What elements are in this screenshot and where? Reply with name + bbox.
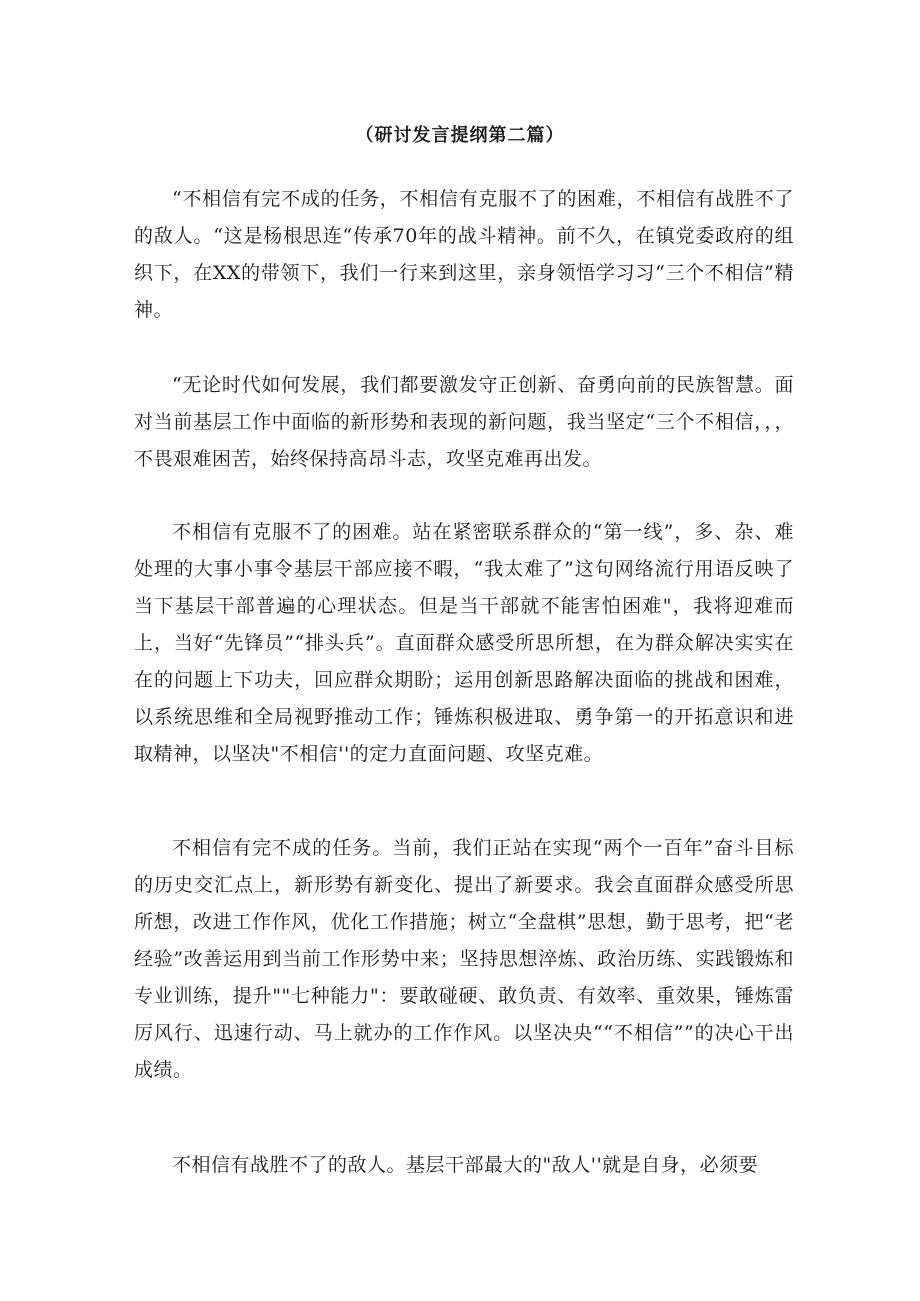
- paragraph-2: “无论时代如何发展，我们都要激发守正创新、奋勇向前的民族智慧。面对当前基层工作中面临的新形势和表现的新问题，我当坚定“三个不相信，，，不畏艰难困苦，始终保持高昂斗志，攻坚克难再出发。: [134, 374, 794, 470]
- paragraph-1: “不相信有完不成的任务，不相信有克服不了的困难，不相信有战胜不了的敌人。“这是杨根思连“传承70年的战斗精神。前不久，在镇党委政府的组织下，在XX的带领下，我们一行来到这里，亲身领悟学习习“三个不相信”精神。: [134, 188, 794, 321]
- document-title: （研讨发言提纲第二篇）: [355, 125, 565, 146]
- paragraph-3: 不相信有克服不了的困难。站在紧密联系群众的“第一线”，多、杂、难处理的大事小事令基层干部应接不暇，“我太难了”这句网络流行用语反映了当下基层干部普遍的心理状态。但是当干部就不能害怕困难"，我将迎难而上，当好“先锋员”“排头兵”。直面群众感受所思所想，在为群众解决实实在在的问题上下功夫，回应群众期盼；运用创新思路解决面临的挑战和困难，以系统思维和全局视野推动工作；锤炼积极进取、勇争第一的开拓意识和进取精神，以坚决"不相信''的定力直面问题、攻坚克难。: [134, 521, 794, 765]
- paragraph-5: 不相信有战胜不了的敌人。基层干部最大的"敌人''就是自身，必须要: [172, 1154, 759, 1176]
- paragraph-4: 不相信有完不成的任务。当前，我们正站在实现“两个一百年”奋斗目标的历史交汇点上，新形势有新变化、提出了新要求。我会直面群众感受所思所想，改进工作作风，优化工作措施；树立“全盘棋”思想，勤于思考，把“老经验”改善运用到当前工作形势中来；坚持思想淬炼、政治历练、实践锻炼和专业训练，提升""七种能力"：要敢碰硬、敢负责、有效率、重效果，锤炼雷厉风行、迅速行动、马上就办的工作作风。以坚决央““不相信””的决心干出成绩。: [134, 837, 794, 1081]
